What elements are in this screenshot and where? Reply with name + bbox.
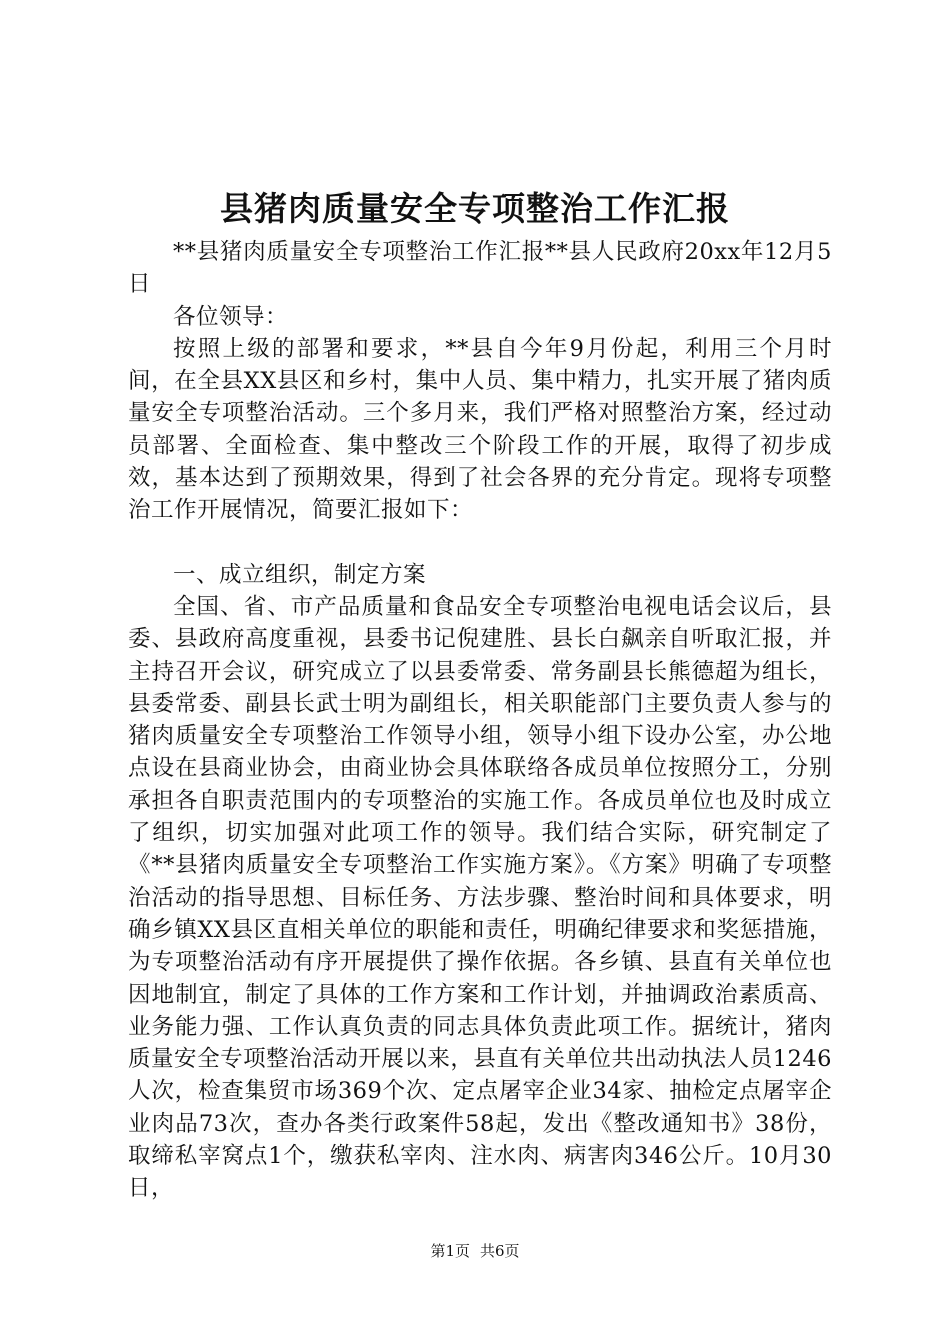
section-heading: 一、成立组织，制定方案 — [173, 561, 427, 588]
page-footer — [0, 1240, 950, 1262]
intro-paragraph: 按照上级的部署和要求，**县自今年9月份起，利用三个月时间，在全县XX县区和乡村，集中人员、集中精力，扎实开展了猪肉质量安全专项整治活动。三个多月来，我们严格对照整治方案，经过动员部署、全面检查、集中整改三个阶段工作的开展，取得了初步成效，基本达到了预期效果，得到了社会各界的充分肯定。现将专项整治工作开展情况，简要汇报如下： — [128, 335, 832, 524]
page-number: 第1页 — [430, 1242, 470, 1260]
salutation-paragraph: 各位领导： — [173, 303, 289, 330]
header-line-paragraph: **县猪肉质量安全专项整治工作汇报**县人民政府20xx年12月5日 — [128, 239, 832, 298]
document-title: 县猪肉质量安全专项整治工作汇报 — [220, 189, 730, 228]
section-body-paragraph: 全国、省、市产品质量和食品安全专项整治电视电话会议后，县委、县政府高度重视，县委书记倪建胜、县长白飙亲自听取汇报，并主持召开会议，研究成立了以县委常委、常务副县长熊德超为组长，县委常委、副县长武士明为副组长，相关职能部门主要负责人参与的猪肉质量安全专项整治工作领导小组，领导小组下设办公室，办公地点设在县商业协会，由商业协会具体联络各成员单位按照分工，分别承担各自职责范围内的专项整治的实施工作。各成员单位也及时成立了组织，切实加强对此项工作的领导。我们结合实际，研究制定了《**县猪肉质量安全专项整治工作实施方案》。《方案》明确了专项整治活动的指导思想、目标任务、方法步骤、整治时间和具体要求，明确乡镇XX县区直相关单位的职能和责任，明确纪律要求和奖惩措施，为专项整治活动有序开展提供了操作依据。各乡镇、县直有关单位也因地制宜，制定了具体的工作方案和工作计划，并抽调政治素质高、业务能力强、工作认真负责的同志具体负责此项工作。据统计，猪肉质量安全专项整治活动开展以来，县直有关单位共出动执法人员1246人次，检查集贸市场369个次、定点屠宰企业34家、抽检定点屠宰企业肉品73次，查办各类行政案件58起，发出《整改通知书》38份，取缔私宰窝点1个，缴获私宰肉、注水肉、病害肉346公斤。10月30日， — [128, 593, 832, 1202]
document-body — [128, 236, 832, 1205]
page-total: 共6页 — [480, 1242, 520, 1260]
